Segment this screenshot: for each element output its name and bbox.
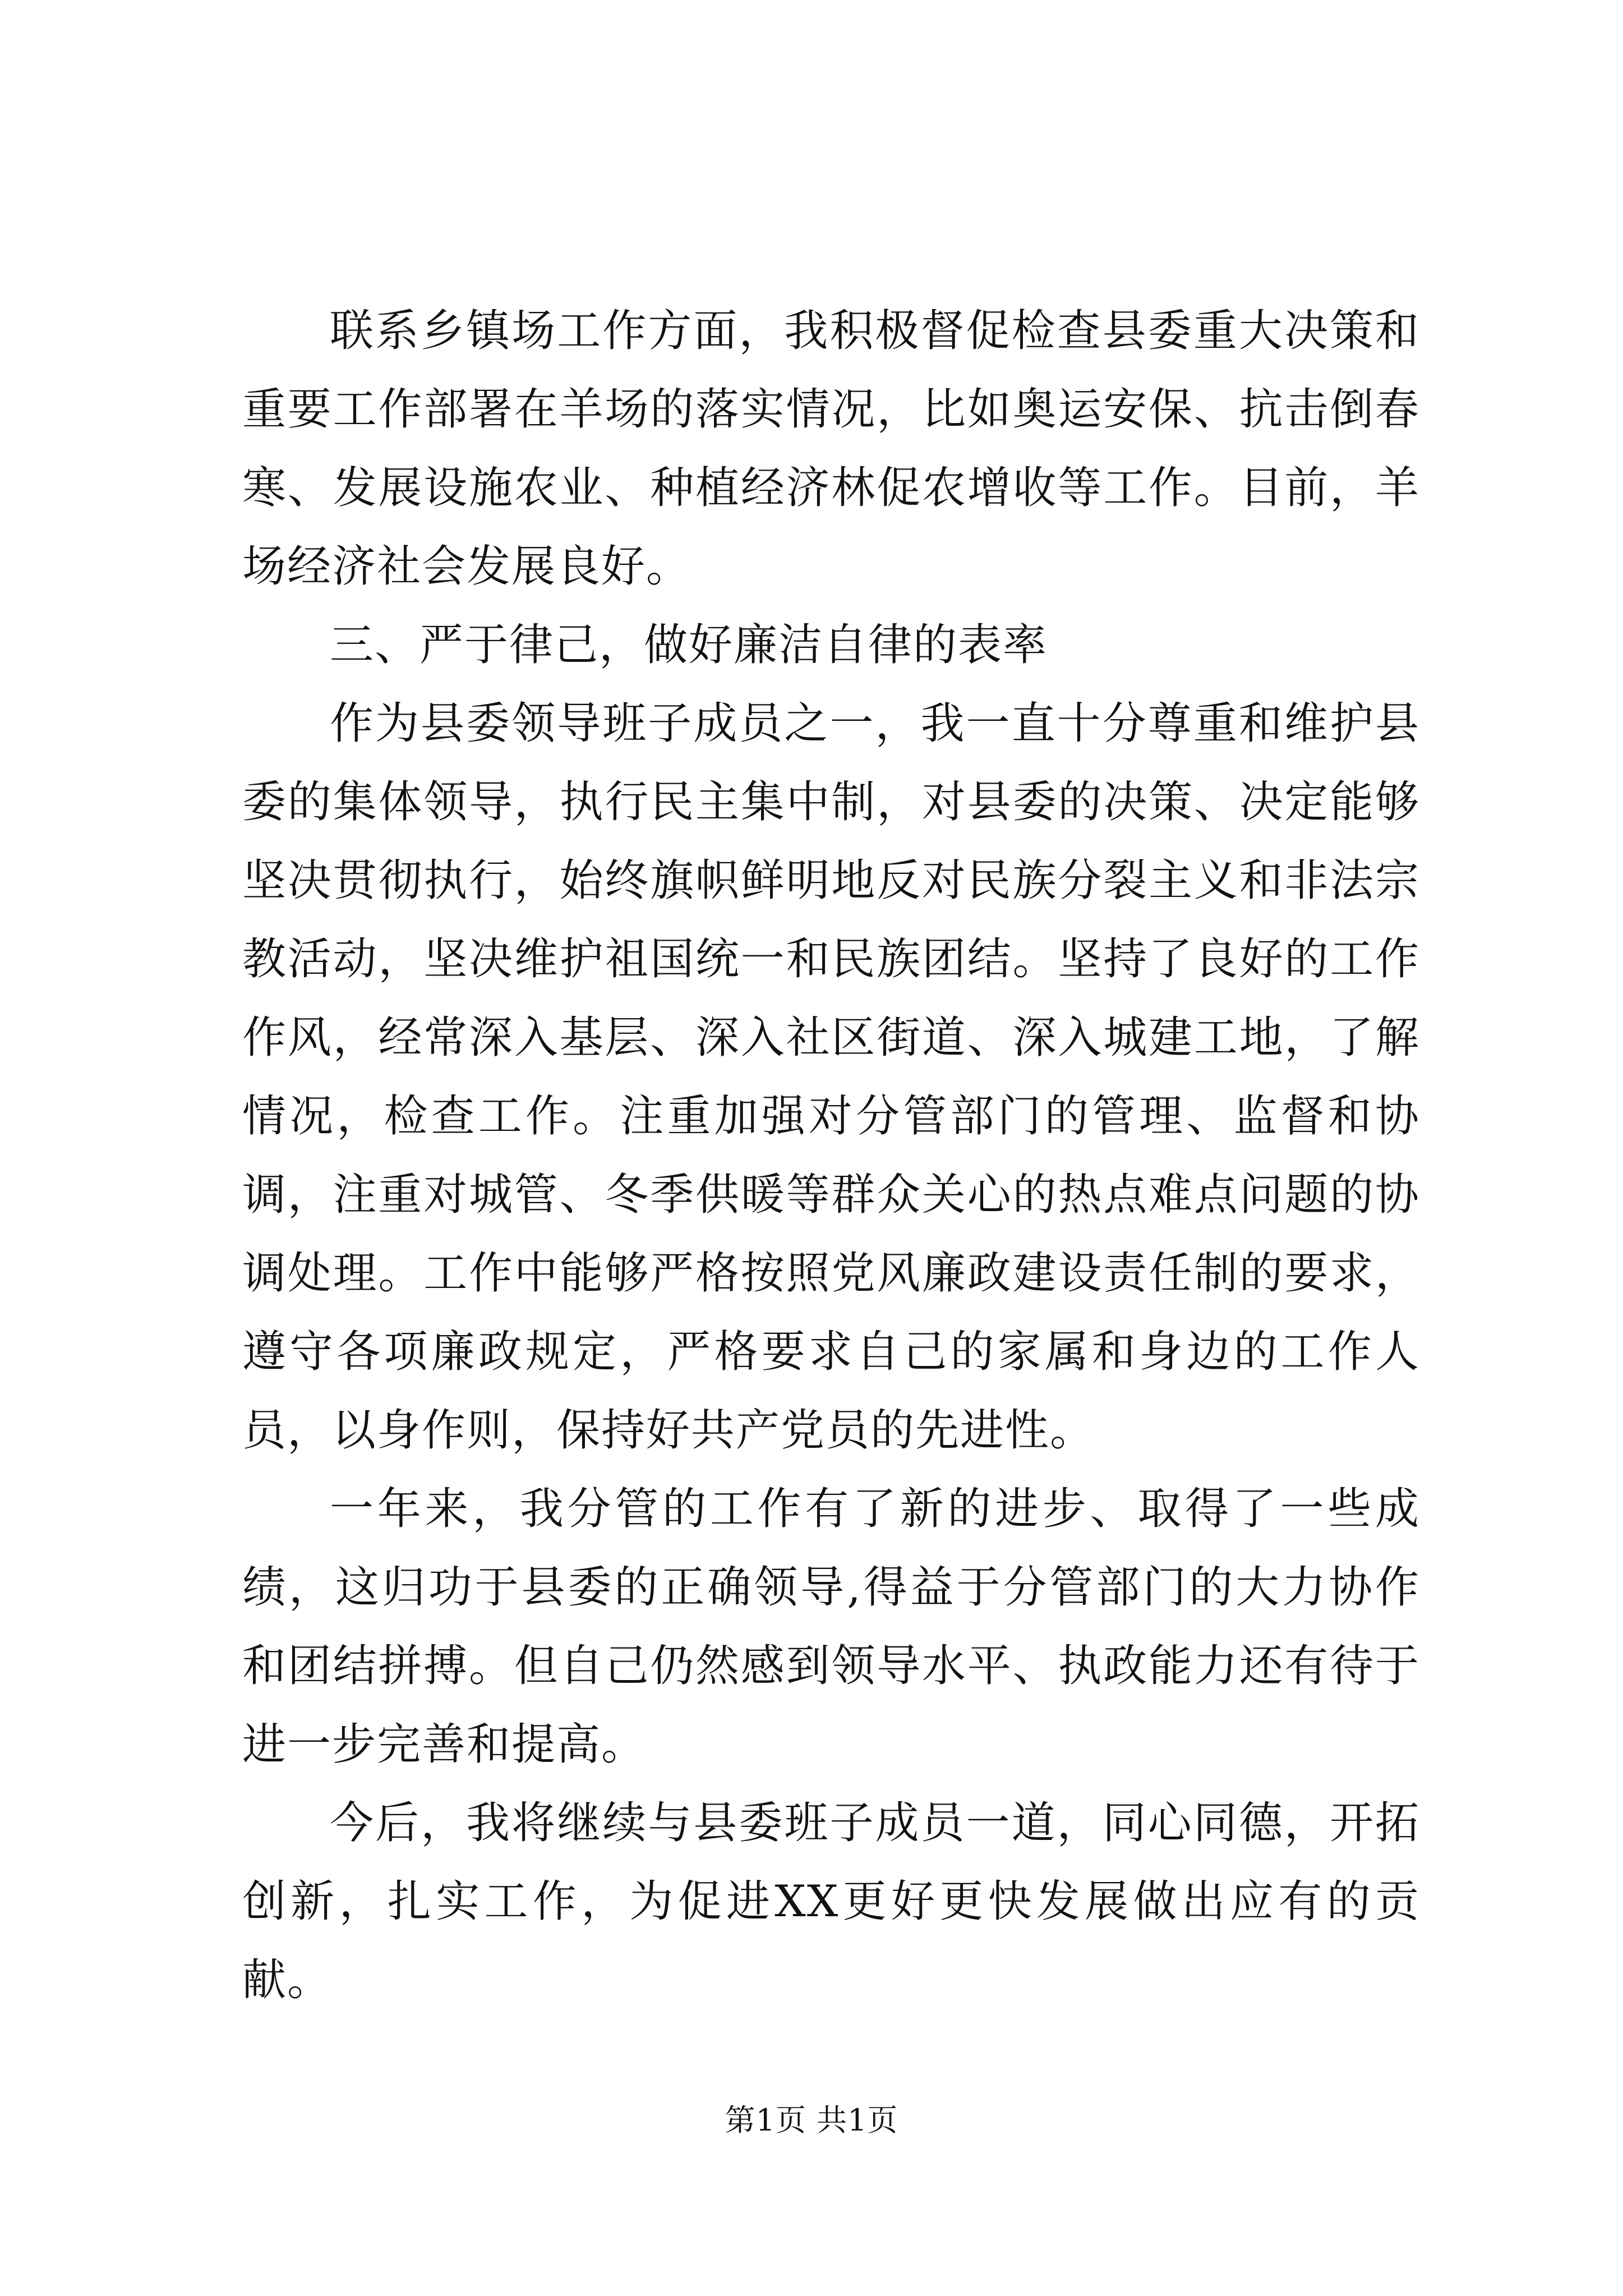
paragraph-leadership-conduct: 作为县委领导班子成员之一，我一直十分尊重和维护县委的集体领导，执行民主集中制，对县委的决策、决定能够坚决贯彻执行，始终旗帜鲜明地反对民族分裂主义和非法宗教活动，坚决维护祖国统一和民族团结。坚持了良好的工作作风，经常深入基层、深入社区街道、深入城建工地，了解情况，检查工作。注重加强对分管部门的管理、监督和协调，注重对城管、冬季供暖等群众关心的热点难点问题的协调处理。工作中能够严格按照党风廉政建设责任制的要求，遵守各项廉政规定，严格要求自己的家属和身边的工作人员，以身作则，保持好共产党员的先进性。 bbox=[242, 698, 1420, 1456]
paragraph-township-work: 联系乡镇场工作方面，我积极督促检查县委重大决策和重要工作部署在羊场的落实情况，比如奥运安保、抗击倒春寒、发展设施农业、种植经济林促农增收等工作。目前，羊场经济社会发展良好。 bbox=[242, 306, 1420, 592]
section-heading-self-discipline: 三、严于律己，做好廉洁自律的表率 bbox=[330, 620, 1048, 670]
page-footer: 第1页 共1页 bbox=[725, 2102, 898, 2138]
document-body bbox=[242, 292, 1420, 2019]
paragraph-annual-summary: 一年来，我分管的工作有了新的进步、取得了一些成绩，这归功于县委的正确领导,得益于分管部门的大力协作和团结拼搏。但自己仍然感到领导水平、执政能力还有待于进一步完善和提高。 bbox=[242, 1484, 1420, 1770]
paragraph-future-commitment: 今后，我将继续与县委班子成员一道，同心同德，开拓创新，扎实工作，为促进XX更好更快发展做出应有的贡献。 bbox=[242, 1798, 1420, 2005]
